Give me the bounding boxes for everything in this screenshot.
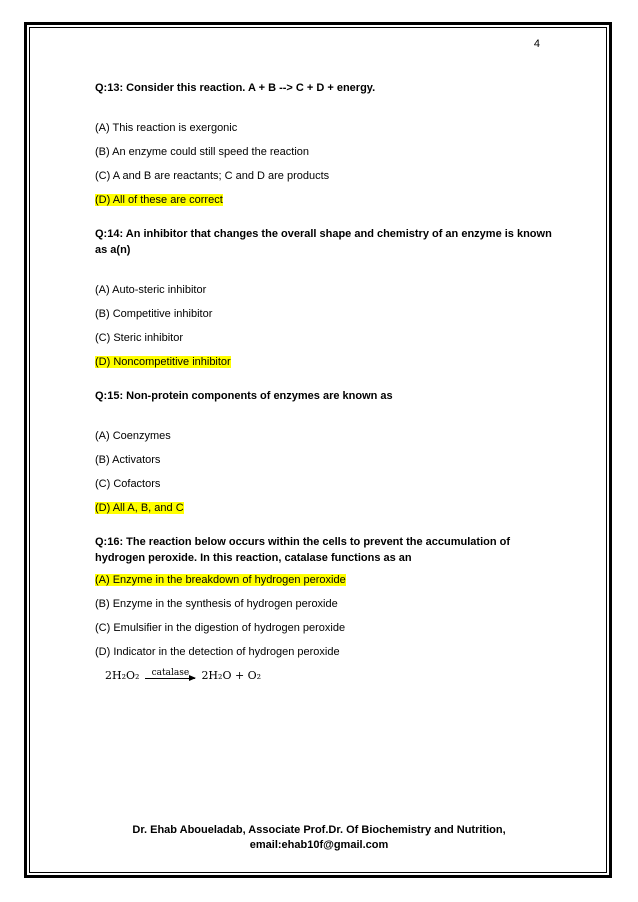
option: (D) Indicator in the detection of hydrogen peroxide (95, 646, 340, 658)
option: (A) This reaction is exergonic (95, 122, 238, 134)
option: (B) Enzyme in the synthesis of hydrogen peroxide (95, 598, 338, 610)
option-correct (95, 354, 555, 370)
highlighted-answer: (A) Enzyme in the breakdown of hydrogen peroxide (95, 574, 346, 586)
footer-email: email:ehab10f@gmail.com (249, 839, 389, 851)
option: (B) Activators (95, 454, 161, 466)
highlighted-answer: (D) Noncompetitive inhibitor (95, 356, 231, 368)
question-16 (95, 534, 555, 684)
option: (A) Coenzymes (95, 430, 171, 442)
option: (B) An enzyme could still speed the reaction (95, 146, 310, 158)
option: (C) Cofactors (95, 478, 161, 490)
arrow-icon (145, 678, 195, 679)
option-correct (95, 192, 555, 208)
option: (B) Competitive inhibitor (95, 308, 213, 320)
option: (C) Emulsifier in the digestion of hydrogen peroxide (95, 622, 346, 634)
highlighted-answer: (D) All A, B, and C (95, 502, 184, 514)
question-15 (95, 388, 555, 516)
highlighted-answer: (D) All of these are correct (95, 194, 223, 206)
question-13 (95, 80, 555, 208)
page-number: 4 (533, 38, 540, 50)
option: (A) Auto-steric inhibitor (95, 284, 207, 296)
catalase-equation (105, 668, 555, 684)
equation-catalyst: catalase (151, 668, 190, 678)
question-text: Q:13: Consider this reaction. A + B --> C + D + energy. (95, 82, 376, 94)
equation-reactant: 2H₂O₂ (105, 669, 140, 682)
reaction-arrow (145, 668, 195, 684)
question-text: Q:14: An inhibitor that changes the overall shape and chemistry of an enzyme is known as a(n) (95, 228, 552, 256)
question-14 (95, 226, 555, 370)
question-list (95, 80, 555, 684)
equation-products: 2H₂O + O₂ (201, 669, 262, 682)
option: (C) A and B are reactants; C and D are products (95, 170, 330, 182)
page-footer (60, 823, 578, 853)
option-correct (95, 572, 555, 588)
option-correct (95, 500, 555, 516)
question-text: Q:15: Non-protein components of enzymes are known as (95, 390, 393, 402)
footer-author: Dr. Ehab Aboueladab, Associate Prof.Dr. Of Biochemistry and Nutrition, (132, 824, 506, 836)
question-text: Q:16: The reaction below occurs within the cells to prevent the accumulation of hydrogen peroxide. In this reaction, catalase functions as an (95, 536, 511, 564)
option: (C) Steric inhibitor (95, 332, 184, 344)
